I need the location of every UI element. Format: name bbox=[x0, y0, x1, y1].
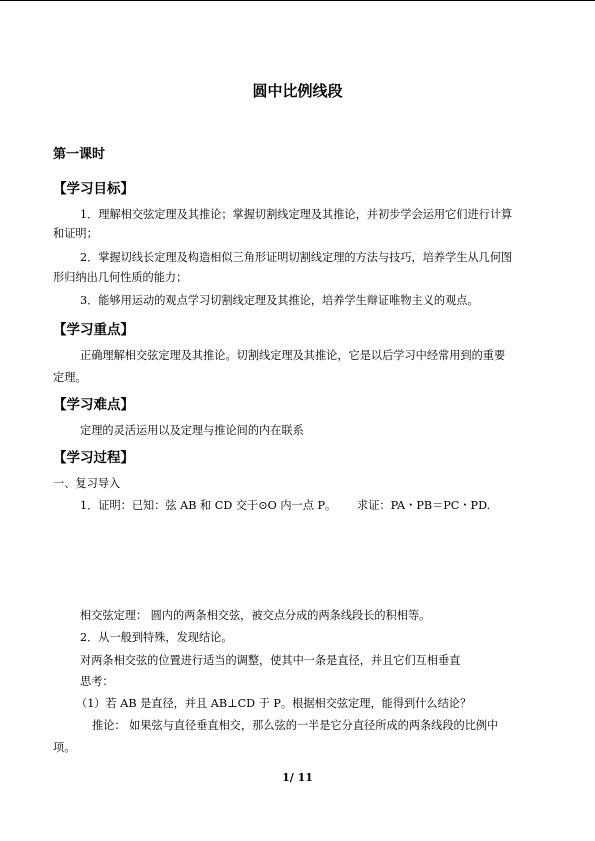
lesson-label: 第一课时 bbox=[53, 147, 106, 162]
think-label: 思考： bbox=[80, 675, 114, 688]
key-points-line-2: 定理。 bbox=[53, 371, 87, 384]
heading-difficulties: 【学习难点】 bbox=[53, 397, 134, 413]
proof-goal: 求证：PA・PB＝PC・PD. bbox=[357, 499, 491, 512]
corollary-line-1: 推论： 如果弦与直径垂直相交，那么弦的一半是它分直径所成的两条线段的比例中 bbox=[92, 719, 499, 732]
heading-key-points: 【学习重点】 bbox=[53, 322, 134, 338]
adjust-position: 对两条相交弦的位置进行适当的调整，使其中一条是直径，并且它们互相垂直 bbox=[80, 654, 461, 667]
question-1: （1）若 AB 是直径，并且 AB⊥CD 于 P。根据相交弦定理，能得到什么结论？ bbox=[76, 697, 472, 710]
section-review: 一、复习导入 bbox=[53, 477, 121, 490]
objective-3: 3．能够用运动的观点学习切割线定理及其推论，培养学生辩证唯物主义的观点。 bbox=[80, 294, 479, 307]
heading-objectives: 【学习目标】 bbox=[53, 181, 134, 197]
corollary-line-2: 项。 bbox=[53, 741, 76, 754]
difficulties-line-1: 定理的灵活运用以及定理与推论间的内在联系 bbox=[80, 424, 304, 437]
step-2: 2．从一般到特殊，发现结论。 bbox=[80, 631, 233, 644]
objective-1-line-2: 和证明； bbox=[53, 227, 98, 240]
objective-1-line-1: 1．理解相交弦定理及其推论；掌握切割线定理及其推论，并初步学会运用它们进行计算 bbox=[80, 208, 513, 221]
key-points-line-1: 正确理解相交弦定理及其推论。切割线定理及其推论，它是以后学习中经常用到的重要 bbox=[80, 349, 506, 362]
header-rule bbox=[0, 0, 595, 1]
page-number: 1/ 11 bbox=[282, 771, 313, 784]
objective-2-line-2: 形归纳出几何性质的能力； bbox=[53, 271, 188, 284]
page-title: 圆中比例线段 bbox=[252, 82, 343, 100]
objective-2-line-1: 2．掌握切线长定理及构造相似三角形证明切割线定理的方法与技巧，培养学生从几何图 bbox=[80, 251, 513, 264]
intersecting-chords-theorem: 相交弦定理： 圆内的两条相交弦，被交点分成的两条线段长的积相等。 bbox=[80, 609, 431, 622]
proof-given: 1．证明：已知：弦 AB 和 CD 交于⊙O 内一点 P。 bbox=[80, 499, 337, 512]
heading-process: 【学习过程】 bbox=[53, 450, 134, 466]
